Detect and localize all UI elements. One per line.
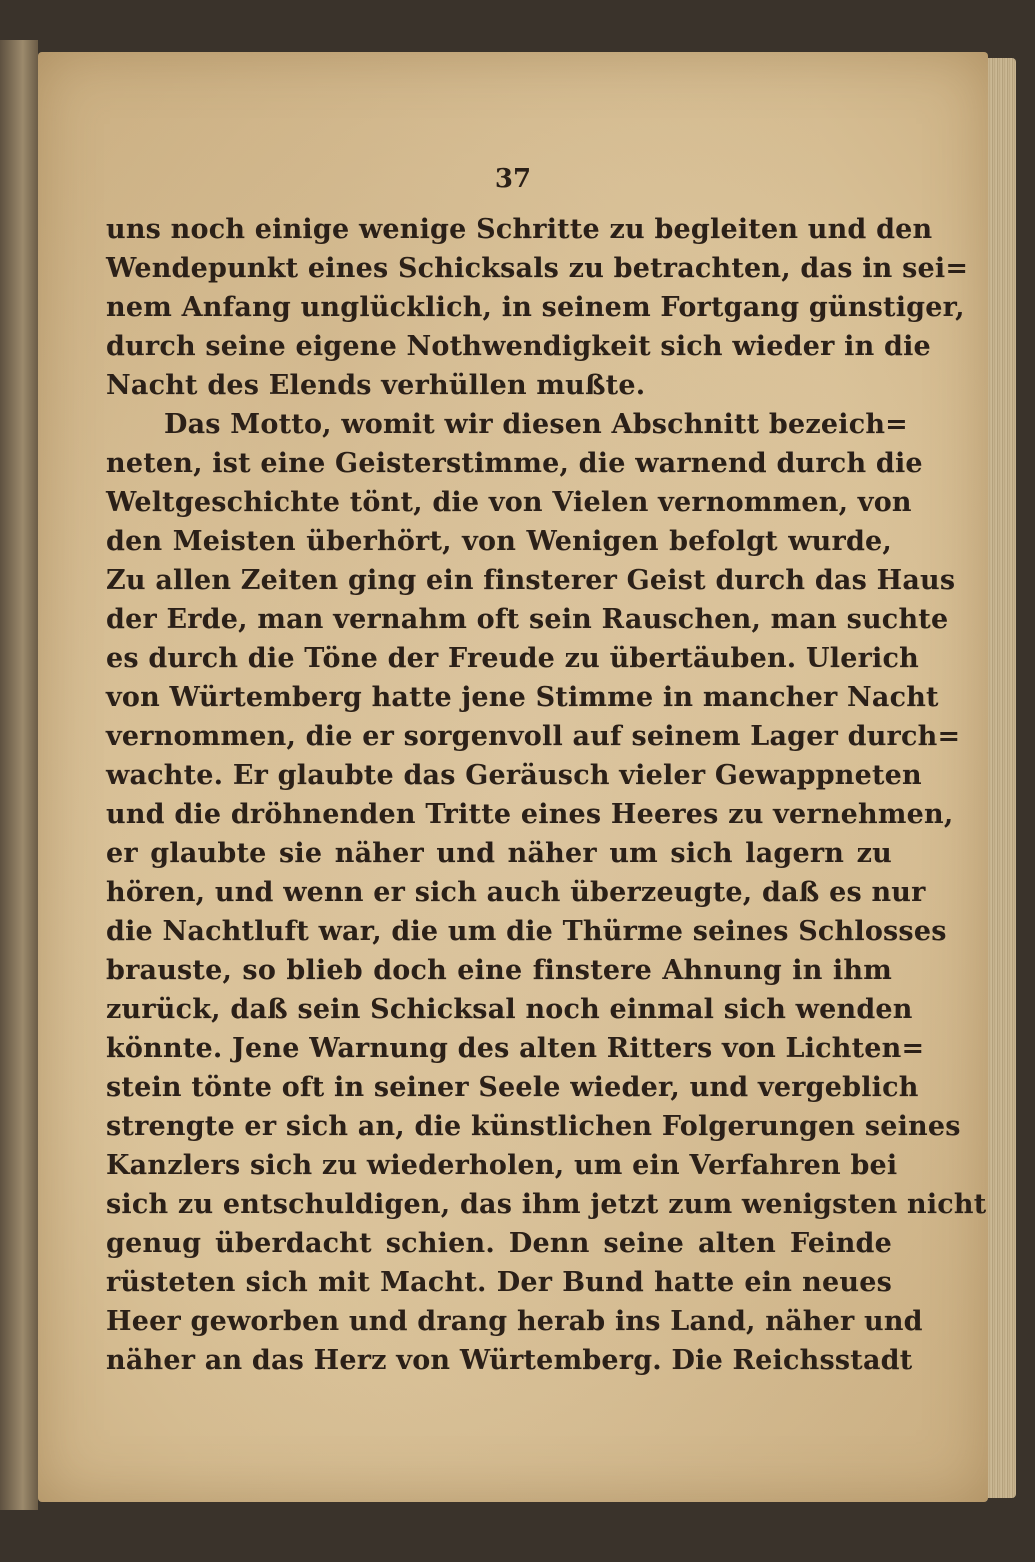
text-line: Heer geworben und drang herab ins Land, näher und	[106, 1306, 923, 1337]
text-line: durch seine eigene Nothwendigkeit sich wieder in die	[106, 331, 931, 362]
text-line: Wendepunkt eines Schicksals zu betrachten, das in sei=	[106, 253, 969, 284]
previous-page-edge	[0, 40, 38, 1510]
text-line: hören, und wenn er sich auch überzeugte, daß es nur	[106, 877, 926, 908]
text-line: uns noch einige wenige Schritte zu begleiten und den	[106, 214, 933, 245]
text-line: Nacht des Elends verhüllen mußte.	[106, 370, 646, 401]
text-line: zurück, daß sein Schicksal noch einmal sich wenden	[106, 994, 913, 1025]
book-page	[38, 52, 988, 1502]
text-line: von Würtemberg hatte jene Stimme in mancher Nacht	[106, 682, 939, 713]
text-line: rüsteten sich mit Macht. Der Bund hatte ein neues	[106, 1267, 892, 1298]
text-line: und die dröhnenden Tritte eines Heeres zu vernehmen,	[106, 799, 954, 830]
text-line: strengte er sich an, die künstlichen Folgerungen seines	[106, 1111, 961, 1142]
text-line: könnte. Jene Warnung des alten Ritters von Lichten=	[106, 1033, 925, 1064]
text-line: es durch die Töne der Freude zu übertäuben. Ulerich	[106, 643, 919, 674]
text-line: wachte. Er glaubte das Geräusch vieler Gewappneten	[106, 760, 922, 791]
text-line: der Erde, man vernahm oft sein Rauschen, man suchte	[106, 604, 949, 635]
page-fore-edge	[988, 58, 1016, 1498]
text-line: genug überdacht schien. Denn seine alten Feinde	[106, 1228, 892, 1259]
text-line: Das Motto, womit wir diesen Abschnitt bezeich=	[164, 409, 909, 440]
text-line: die Nachtluft war, die um die Thürme seines Schlosses	[106, 916, 947, 947]
page-number: 37	[494, 164, 532, 194]
text-line: Zu allen Zeiten ging ein finsterer Geist durch das Haus	[106, 565, 956, 596]
text-line: stein tönte oft in seiner Seele wieder, und vergeblich	[106, 1072, 919, 1103]
text-line: Kanzlers sich zu wiederholen, um ein Verfahren bei	[106, 1150, 898, 1181]
text-line: vernommen, die er sorgenvoll auf seinem Lager durch=	[106, 721, 961, 752]
text-line: Weltgeschichte tönt, die von Vielen vernommen, von	[106, 487, 912, 518]
body-text	[106, 210, 987, 1380]
text-line: den Meisten überhört, von Wenigen befolgt wurde,	[106, 526, 892, 557]
text-line: neten, ist eine Geisterstimme, die warnend durch die	[106, 448, 923, 479]
text-line: nem Anfang unglücklich, in seinem Fortgang günstiger,	[106, 292, 965, 323]
text-line: näher an das Herz von Würtemberg. Die Reichsstadt	[106, 1345, 913, 1376]
text-line: brauste, so blieb doch eine finstere Ahnung in ihm	[106, 955, 892, 986]
text-line: er glaubte sie näher und näher um sich lagern zu	[106, 838, 892, 869]
text-line: sich zu entschuldigen, das ihm jetzt zum wenigsten nicht	[106, 1189, 987, 1220]
